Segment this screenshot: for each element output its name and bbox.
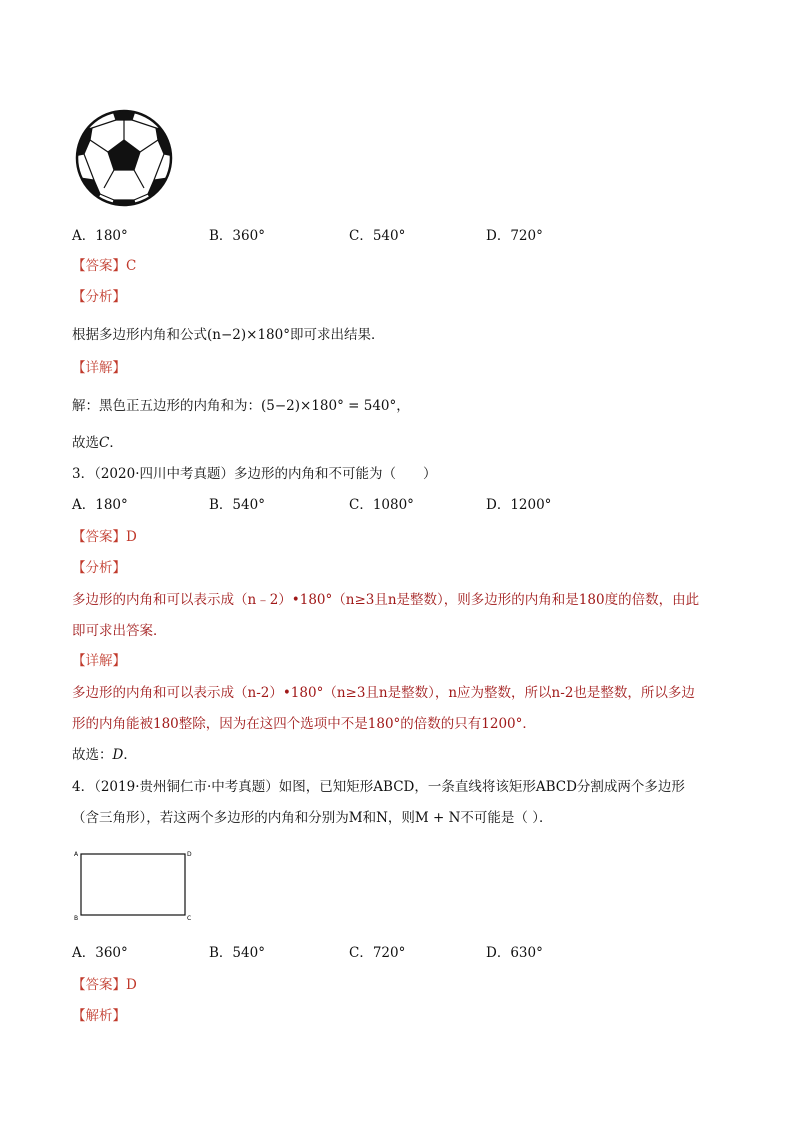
q2-option-c: C．540°: [349, 228, 406, 244]
q2-answer: [72, 256, 136, 276]
q4-analysis-heading: [72, 1006, 126, 1026]
q2-conclusion: [72, 433, 123, 453]
q3-option-c: C．1080°: [349, 497, 414, 513]
q2-analysis-text: [72, 325, 384, 345]
q2-option-d: D．720°: [486, 228, 543, 244]
q2-analysis-heading: [72, 287, 126, 307]
q3-analysis-heading: [72, 558, 126, 578]
q3-option-d: D．1200°: [486, 497, 552, 513]
q4-option-b: B．540°: [209, 945, 265, 961]
q4-option-c: C．720°: [349, 945, 406, 961]
q3-detail-line-1: 多边形的内角和可以表示成（n-2）•180°（n≥3且n是整数），n应为整数，所以n-2也是整数，所以多边: [72, 685, 695, 701]
q3-option-a: A．180°: [72, 497, 128, 513]
q3-detail-heading: [72, 651, 126, 671]
q4-answer: [72, 975, 137, 995]
q4-option-a: A．360°: [72, 945, 128, 961]
vertex-label-a: A: [74, 851, 79, 858]
q4-stem-line-2: （含三角形），若这两个多边形的内角和分别为M和N，则M + N不可能是（ ）．: [72, 810, 553, 826]
conclusion-text: 故选: [72, 435, 99, 451]
analysis-tag: 【分析】: [72, 289, 126, 305]
q3-option-b: B．540°: [209, 497, 265, 513]
q3-conclusion: [72, 745, 137, 765]
answer-tag: 【答案】: [72, 977, 126, 993]
detail-tag: 【详解】: [72, 653, 126, 669]
analysis-tag: 【分析】: [72, 560, 126, 576]
conclusion-text: 故选：: [72, 747, 113, 763]
q4-option-d: D．630°: [486, 945, 543, 961]
answer-tag: 【答案】: [72, 529, 126, 545]
answer-value: D: [126, 977, 137, 993]
q3-analysis-line-1: 多边形的内角和可以表示成（n﹣2）•180°（n≥3且n是整数），则多边形的内角和是180度的倍数，由此: [72, 592, 700, 608]
vertex-label-d: D: [187, 851, 192, 858]
answer-tag: 【答案】: [72, 258, 126, 274]
q2-option-b: B．360°: [209, 228, 265, 244]
answer-value: C: [126, 258, 137, 274]
vertex-label-c: C: [187, 915, 192, 922]
q3-stem: 3．（2020·四川中考真题）多边形的内角和不可能为（ ）: [72, 466, 437, 482]
conclusion-end: ．: [109, 435, 123, 451]
analysis-tag: 【解析】: [72, 1008, 126, 1024]
conclusion-end: ．: [123, 747, 137, 763]
q2-detail-text: [72, 396, 410, 416]
detail-text: 解：黑色正五边形的内角和为：: [72, 398, 261, 414]
q3-detail-line-2: 形的内角能被180整除，因为在这四个选项中不是180°的倍数的只有1200°．: [72, 716, 536, 732]
q2-option-a: A．180°: [72, 228, 128, 244]
q4-stem-line-1: 4．（2019·贵州铜仁市·中考真题）如图，已知矩形ABCD，一条直线将该矩形ABCD分割成两个多边形: [72, 779, 685, 795]
q3-analysis-line-2: 即可求出答案．: [72, 623, 167, 639]
formula: (n−2)×180°: [207, 327, 290, 343]
analysis-text: 根据多边形内角和公式: [72, 327, 207, 343]
soccer-ball-figure: [74, 108, 174, 208]
answer-value: D: [126, 529, 137, 545]
q2-detail-heading: [72, 358, 126, 378]
conclusion-letter: C: [99, 435, 110, 451]
analysis-text-end: 即可求出结果．: [289, 327, 385, 343]
q3-answer: [72, 527, 137, 547]
detail-tag: 【详解】: [72, 360, 126, 376]
conclusion-letter: D: [112, 747, 124, 763]
formula: (5−2)×180° = 540°，: [261, 398, 410, 414]
rectangle-abcd-figure: [72, 848, 194, 922]
rectangle: [81, 854, 185, 915]
vertex-label-b: B: [74, 915, 79, 922]
